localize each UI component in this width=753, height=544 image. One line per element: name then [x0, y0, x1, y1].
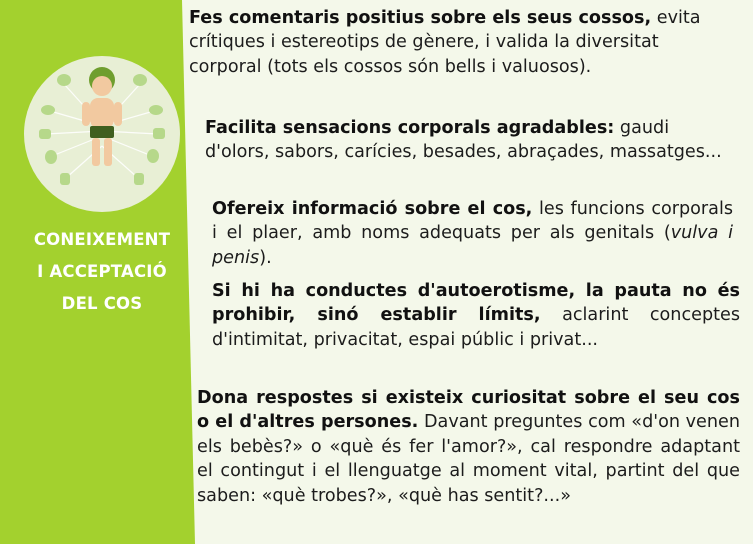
illustration-circle — [24, 56, 180, 212]
paragraph-heading: Facilita sensacions corporals agradables: — [205, 118, 615, 138]
paragraph-text: gaudi d'olors, sabors, carícies, besades, abraçades, massatges... — [205, 118, 722, 163]
paragraph-text: les funcions corporals i el plaer, amb noms adequats per als genitals ( — [212, 199, 734, 244]
body-parts-illustration — [24, 56, 180, 212]
section-title-line: DEL COS — [61, 294, 143, 313]
paragraph-pleasant-sensations — [205, 116, 735, 165]
paragraph-text: aclarint conceptes d'intimitat, privacitat, espai públic i privat... — [212, 305, 741, 350]
paragraph-heading: Ofereix informació sobre el cos, — [212, 199, 533, 219]
section-title-line: CONEIXEMENT — [33, 230, 171, 249]
paragraph-curiosity — [197, 386, 740, 508]
paragraph-positive-comments — [189, 6, 729, 79]
paragraph-text-tail: ). — [259, 247, 272, 268]
paragraph-body-information — [212, 197, 733, 270]
section-title-line: I ACCEPTACIÓ — [37, 262, 167, 281]
paragraph-italic-text: vulva i penis — [212, 223, 734, 268]
paragraph-autoerotism — [212, 279, 740, 352]
paragraph-text: Davant preguntes com «d'on venen els bebès?» o «què és fer l'amor?», cal respondre adaptant el contingut i el llenguatge al moment vital, partint del que saben: «què trobes?», «què has sentit?...» — [197, 412, 740, 506]
paragraph-text: evita crítiques i estereotips de gènere, i valida la diversitat corporal (tots els cossos són bells i valuosos). — [189, 8, 701, 77]
section-title — [10, 224, 194, 320]
paragraph-heading: Fes comentaris positius sobre els seus cossos, — [189, 8, 652, 28]
paragraph-heading: Dona respostes si existeix curiositat sobre el seu cos o el d'altres persones. — [197, 388, 740, 433]
paragraph-heading: Si hi ha conductes d'autoerotisme, la pauta no és prohibir, sinó establir límits, — [212, 281, 740, 326]
